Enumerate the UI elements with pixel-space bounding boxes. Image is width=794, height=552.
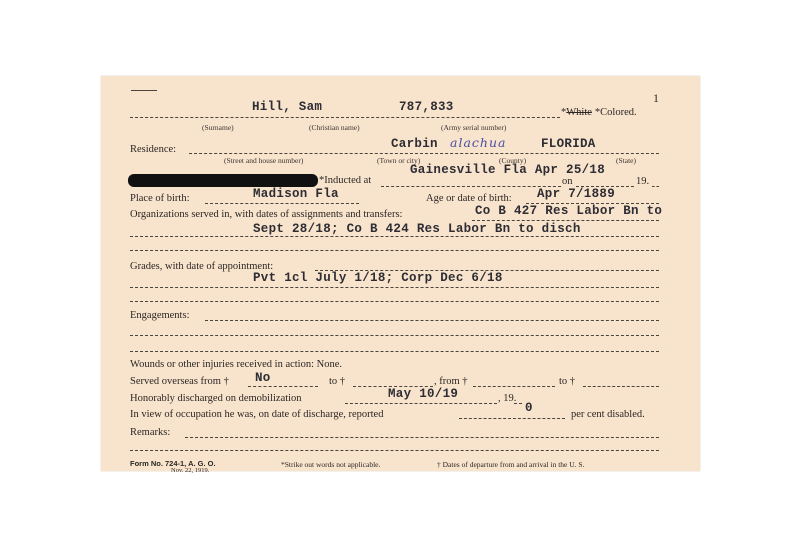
organizations-line-1: Co B 427 Res Labor Bn to [475,204,663,218]
organizations-rule-1 [472,220,659,221]
overseas-from2-line [473,386,555,387]
inducted-year-text: 19 [636,176,647,187]
organizations-rule-2 [130,236,659,237]
footnote-dates: † Dates of departure from and arrival in the U. S. [437,460,585,469]
remarks-rule-1 [185,437,659,438]
caption-christian-name: (Christian name) [309,123,360,132]
overseas-to2-line [583,386,659,387]
service-record-card [101,76,700,474]
overseas-to-label: to † [329,376,346,387]
caption-county: (County) [499,156,527,165]
grades-rule-2 [130,287,659,288]
card-number: 1 [653,91,659,105]
race-white-struck: White [566,107,592,118]
caption-town: (Town or city) [377,156,421,165]
inducted-value: Gainesville Fla Apr 25/18 [410,163,606,177]
caption-surname: (Surname) [202,123,234,132]
top-left-rule [131,90,157,91]
remarks-label: Remarks: [130,427,171,438]
overseas-from-value: No [255,371,271,385]
redaction-bar [128,174,318,187]
surname-value: Hill, Sam [252,100,323,114]
place-of-birth-value: Madison Fla [253,187,339,201]
overseas-from2-label: , from † [434,376,468,387]
inducted-year-prefix [636,176,649,187]
inducted-year-line [652,186,659,187]
serial-number-value: 787,833 [399,100,454,114]
residence-line [189,153,659,154]
name-row-line [130,117,560,118]
age-label: Age or date of birth: [426,193,512,204]
residence-label: Residence: [130,144,177,155]
inducted-line [381,186,561,187]
discharge-value: May 10/19 [388,387,459,401]
place-of-birth-line [205,203,359,204]
overseas-label: Served overseas from † [130,376,229,387]
form-date: Nov. 22, 1919. [171,467,210,474]
discharge-label: Honorably discharged on demobilization [130,393,302,404]
inducted-year-dot: . [646,176,650,187]
race-colored: *Colored. [594,107,637,118]
residence-county-handwritten: alachua [450,135,507,150]
organizations-label: Organizations served in, with dates of assignments and transfers: [130,209,403,220]
race-star: * [561,107,567,118]
disability-label: In view of occupation he was, on date of discharge, reported [130,409,384,420]
overseas-from-line [248,386,318,387]
grades-label: Grades, with date of appointment: [130,261,274,272]
caption-state: (State) [616,156,636,165]
wounds-label: Wounds or other injuries received in action: None. [130,359,343,370]
race-field [561,107,637,118]
overseas-to2-label: to † [559,376,576,387]
form-number-text: Form No. 724-1, A. G. O. [130,459,216,468]
footnote-strike-out: *Strike out words not applicable. [281,460,381,469]
disability-value: 0 [525,401,533,415]
remarks-rule-2 [130,450,659,451]
organizations-line-2: Sept 28/18; Co B 424 Res Labor Bn to disch [253,222,581,236]
organizations-rule-3 [130,250,659,251]
caption-street: (Street and house number) [224,156,304,165]
discharge-year-text: , 19 [498,393,514,404]
grades-rule-3 [130,301,659,302]
disability-line [459,418,565,419]
grades-value: Pvt 1cl July 1/18; Corp Dec 6/18 [253,271,503,285]
engagements-rule-1 [205,320,659,321]
discharge-line [345,403,497,404]
inducted-label: *Inducted at [319,175,372,186]
age-value: Apr 7/1889 [537,187,616,201]
inducted-on-label: on [562,176,573,187]
caption-serial-number: (Army serial number) [441,123,507,132]
place-of-birth-label: Place of birth: [130,193,190,204]
disability-suffix: per cent disabled. [571,409,645,420]
engagements-rule-2 [130,335,659,336]
residence-state: FLORIDA [541,137,596,151]
residence-town: Carbin [391,137,438,151]
discharge-year-line [514,403,522,404]
engagements-label: Engagements: [130,310,190,321]
discharge-year-dot: . [513,393,517,404]
engagements-rule-3 [130,351,659,352]
